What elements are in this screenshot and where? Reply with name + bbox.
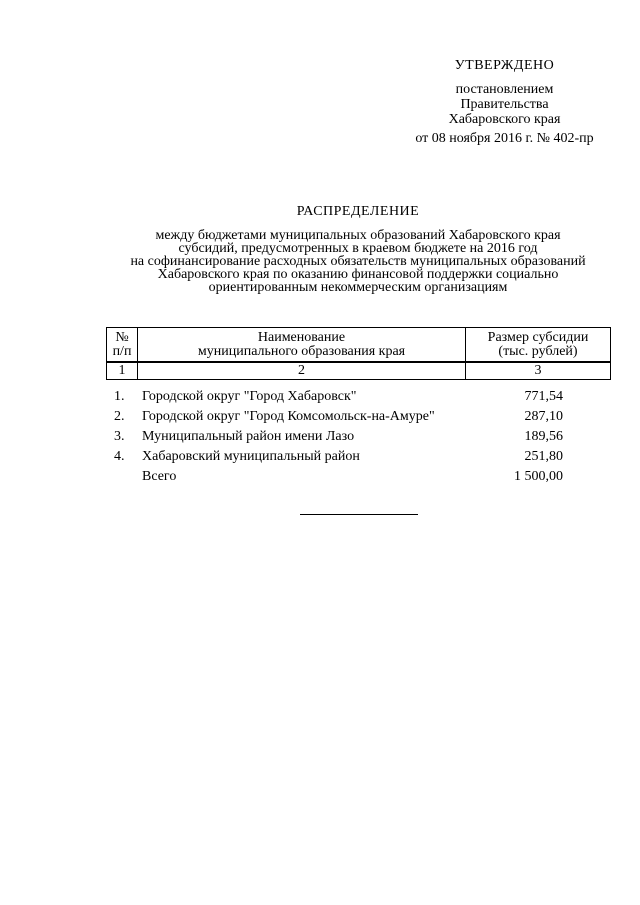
table-row xyxy=(106,407,609,427)
row-name: Муниципальный район имени Лазо xyxy=(142,429,355,444)
table-row xyxy=(106,387,609,407)
approval-line-resolution: постановлением xyxy=(455,82,554,97)
header-amount-line1: Размер субсидии xyxy=(487,329,589,345)
distribution-table-header xyxy=(106,327,611,380)
header-name-line1: Наименование xyxy=(257,329,346,345)
header-number-line1: № xyxy=(115,329,129,345)
heading-line-4: Хабаровского края по оказанию финансовой поддержки социально xyxy=(157,267,559,282)
approval-stamp xyxy=(392,58,617,146)
approval-line-region: Хабаровского края xyxy=(448,112,561,127)
row-number: 1. xyxy=(114,389,125,404)
total-label: Всего xyxy=(142,469,177,484)
header-name-line2: муниципального образования края xyxy=(197,343,406,359)
row-number: 3. xyxy=(114,429,125,444)
row-number: 2. xyxy=(114,409,125,424)
total-amount: 1 500,00 xyxy=(514,469,563,484)
row-amount: 771,54 xyxy=(524,389,563,404)
header-number-cell xyxy=(107,328,138,362)
row-name: Городской округ "Город Комсомольск-на-Амуре" xyxy=(142,409,435,424)
approval-line-government: Правительства xyxy=(460,97,549,112)
header-amount-cell xyxy=(466,328,611,362)
document-heading xyxy=(100,205,616,294)
column-number-2: 2 xyxy=(138,363,466,380)
heading-line-5: ориентированным некоммерческим организациям xyxy=(208,280,508,295)
table-row xyxy=(106,447,609,467)
heading-line-2: субсидий, предусмотренных в краевом бюджете на 2016 год xyxy=(178,241,538,256)
header-name-cell xyxy=(138,328,466,362)
column-number-1: 1 xyxy=(107,363,138,380)
row-name: Городской округ "Город Хабаровск" xyxy=(142,389,357,404)
closing-divider xyxy=(300,514,418,515)
column-number-3: 3 xyxy=(466,363,611,380)
row-number: 4. xyxy=(114,449,125,464)
column-number-row xyxy=(107,363,611,380)
approval-date-line: от 08 ноября 2016 г. № 402-пр xyxy=(415,131,594,146)
row-amount: 189,56 xyxy=(524,429,563,444)
heading-line-1: между бюджетами муниципальных образований Хабаровского края xyxy=(155,228,561,243)
header-amount-line2: (тыс. рублей) xyxy=(498,343,578,359)
document-title: РАСПРЕДЕЛЕНИЕ xyxy=(296,204,420,219)
approval-title: УТВЕРЖДЕНО xyxy=(454,58,555,73)
row-amount: 251,80 xyxy=(524,449,563,464)
heading-line-3: на софинансирование расходных обязательств муниципальных образований xyxy=(130,254,586,269)
row-amount: 287,10 xyxy=(524,409,563,424)
table-row xyxy=(106,427,609,447)
total-row xyxy=(106,467,609,487)
header-number-line2: п/п xyxy=(112,343,132,359)
table-header-row xyxy=(107,328,611,362)
row-name: Хабаровский муниципальный район xyxy=(142,449,360,464)
distribution-rows xyxy=(106,387,609,487)
